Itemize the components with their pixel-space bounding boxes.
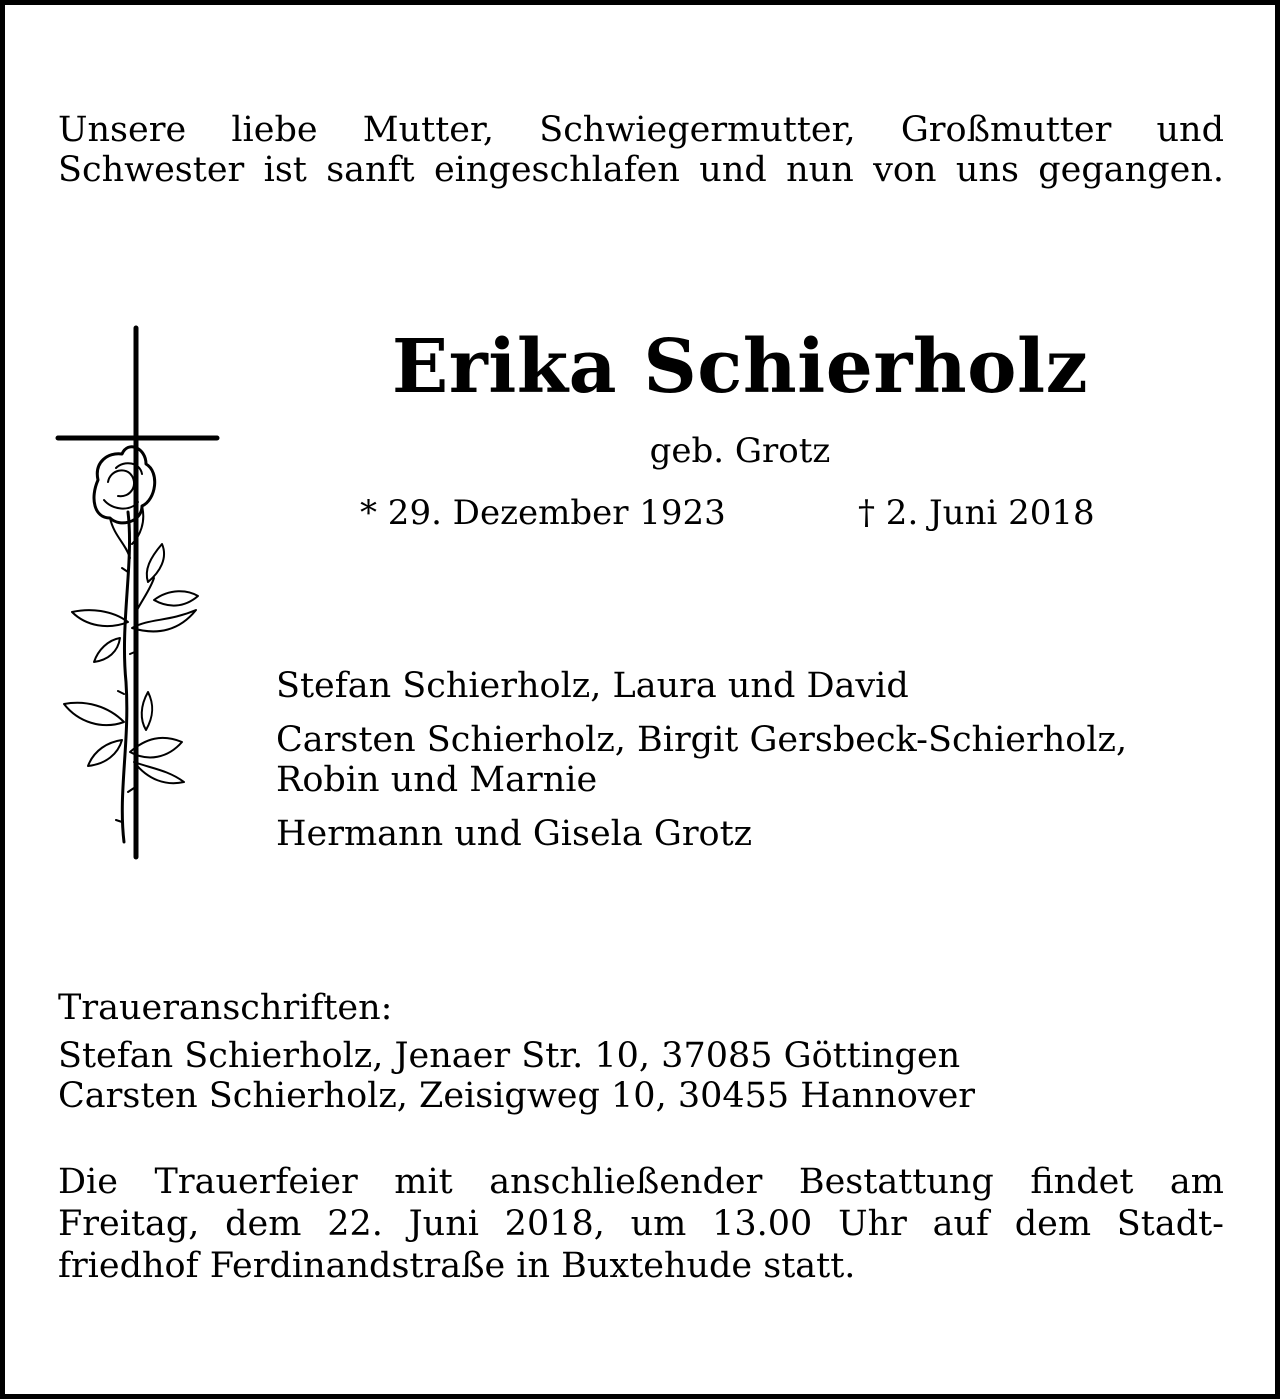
intro-line-2: Schwester ist sanft eingeschlafen und nun von uns gegangen. — [58, 150, 1224, 190]
address-line-2: Carsten Schierholz, Zeisigweg 10, 30455 Hannover — [58, 1076, 976, 1116]
funeral-line-1: Die Trauerfeier mit anschließender Bestattung findet am — [58, 1162, 1224, 1202]
address-line-1: Stefan Schierholz, Jenaer Str. 10, 37085 Göttingen — [58, 1036, 961, 1076]
death-date: † 2. Juni 2018 — [858, 493, 1095, 533]
mourner-line-3: Robin und Marnie — [276, 760, 598, 800]
birth-date: * 29. Dezember 1923 — [360, 493, 726, 533]
mourner-line-4: Hermann und Gisela Grotz — [276, 814, 753, 854]
maiden-name: geb. Grotz — [649, 431, 831, 471]
intro-line-1: Unsere liebe Mutter, Schwiegermutter, Großmutter und — [58, 110, 1224, 150]
addresses-heading: Traueranschriften: — [58, 988, 393, 1028]
mourner-line-1: Stefan Schierholz, Laura und David — [276, 666, 909, 706]
deceased-name: Erika Schierholz — [391, 324, 1089, 410]
mourner-line-2: Carsten Schierholz, Birgit Gersbeck-Schierholz, — [276, 720, 1128, 760]
funeral-line-3: friedhof Ferdinandstraße in Buxtehude statt. — [58, 1246, 856, 1286]
cross-rose-icon — [50, 322, 220, 862]
funeral-line-2: Freitag, dem 22. Juni 2018, um 13.00 Uhr auf dem Stadt- — [58, 1204, 1224, 1244]
